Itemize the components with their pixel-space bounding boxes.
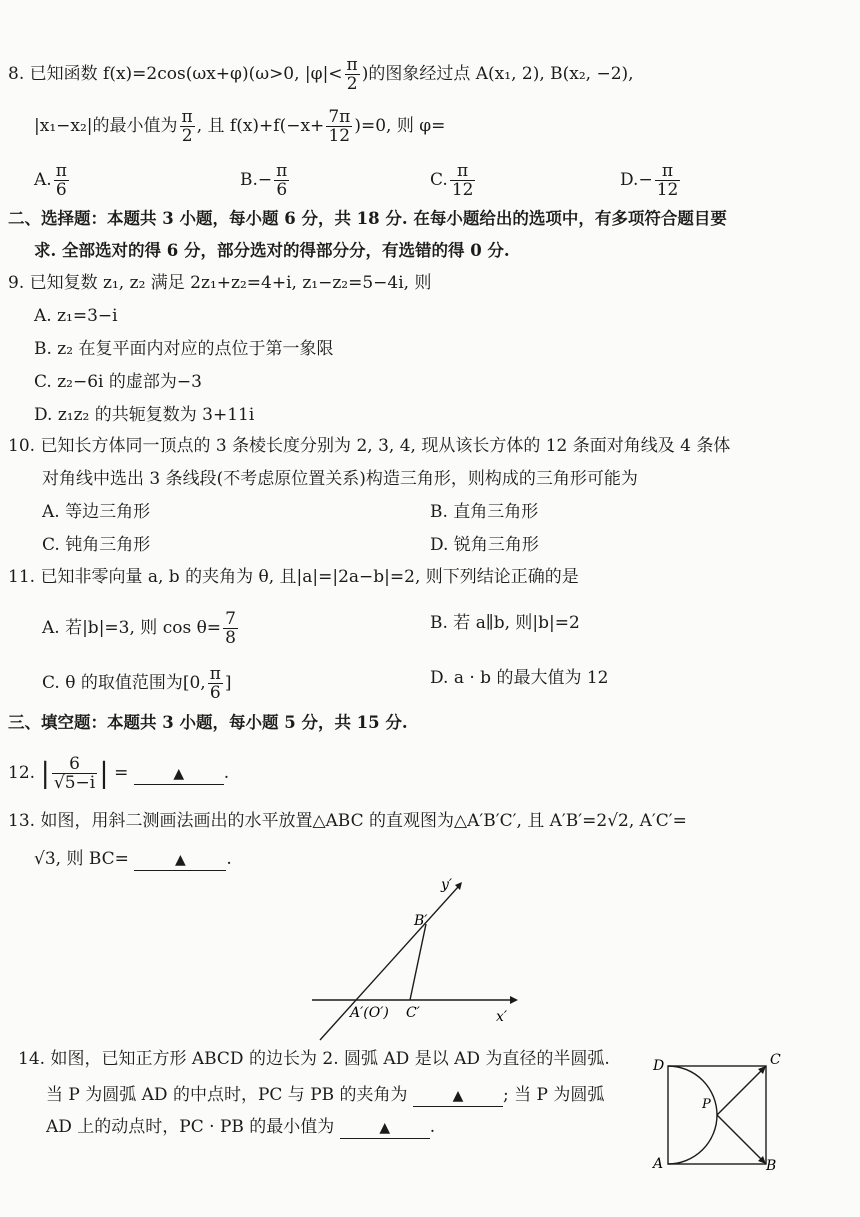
option-sign: − [257,170,273,190]
point-b-label: B′ [414,913,428,929]
x-axis-arrow-icon [510,996,518,1004]
q8-frac-min [180,108,195,145]
q13-oblique-figure [300,875,530,1045]
q11-option-a-text: A. 若|b|=3, 则 cos θ= [42,618,222,638]
q10-option-d: D. 锐角三角形 [430,535,539,555]
point-c-label: C′ [406,1005,420,1021]
triangle-icon: ▲ [379,1120,391,1136]
q8-option-a [34,162,71,199]
point-a-label: A′(O′) [350,1005,389,1021]
frac-den: 2 [181,126,193,146]
frac-num: π [55,161,67,181]
x-axis-label: x′ [496,1009,508,1025]
frac-den: 6 [276,180,288,200]
frac-den: 12 [328,126,351,146]
y-axis-label: y′ [441,877,453,893]
option-frac [655,162,681,199]
q14-stem-line1: 14. 如图，已知正方形 ABCD 的边长为 2. 圆弧 AD 是以 AD 为直径的半圆弧. [18,1049,610,1069]
q14-text-2b: ; 当 P 为圆弧 [502,1085,605,1105]
q14-square-figure [648,1046,788,1174]
option-letter: B. [240,170,258,190]
frac-num: π [181,107,193,127]
segment-bc [410,924,426,1000]
q10-option-a: A. 等边三角形 [42,502,151,522]
q8-text-2b: , 且 f(x)+f(−x+ [196,116,325,136]
q9-stem: 9. 已知复数 z₁, z₂ 满足 2z₁+z₂=4+i, z₁−z₂=5−4i, 则 [8,273,432,293]
frac-den: 6 [209,683,221,703]
option-frac [274,162,289,199]
q12-number: 12. [8,763,36,783]
point-p-label: P [702,1097,711,1112]
q12-abs-close: | [99,756,109,790]
section2-heading-line2: 求. 全部选对的得 6 分，部分选对的得部分分，有选错的得 0 分. [34,241,510,260]
frac-num: π [655,162,681,181]
q13-end: . [226,849,232,869]
frac-num: π [346,55,358,75]
triangle-icon: ▲ [452,1088,464,1104]
option-letter: D. [620,170,639,190]
q9-option-a: A. z₁=3−i [34,306,118,326]
q8-text-1b: )的图象经过点 A(x₁, 2), B(x₂, −2), [361,64,634,84]
q8-text-2a: |x₁−x₂|的最小值为 [34,116,178,136]
q14-answer-blank-2[interactable] [340,1117,430,1139]
section3-heading: 三、填空题：本题共 3 小题，每小题 5 分，共 15 分. [8,713,408,732]
segment-pc [717,1066,766,1115]
q11-frac-7-8 [223,610,238,647]
q8-option-d [620,162,682,199]
q14-text-3a: AD 上的动点时，PC · PB 的最小值为 [46,1117,335,1137]
segment-pb [717,1115,766,1164]
frac-num: π [276,161,288,181]
q8-line2 [34,108,445,145]
frac-num: π [209,664,221,684]
frac-den: 12 [656,180,679,200]
triangle-icon: ▲ [174,852,186,868]
triangle-icon: ▲ [173,766,185,782]
section2-heading-line1: 二、选择题：本题共 3 小题，每小题 6 分，共 18 分. 在每小题给出的选项中，有多项符合题目要 [8,209,727,228]
q11-stem: 11. 已知非零向量 a, b 的夹角为 θ, 且|a|=|2a−b|=2, 则下列结论正确的是 [8,567,579,587]
point-b-label: B [766,1158,777,1174]
point-d-label: D [653,1058,665,1074]
frac-den: 12 [451,180,474,200]
frac-den: √5−i [53,773,96,793]
frac-den: 2 [346,74,358,94]
q8-line1 [8,56,634,93]
q14-stem-line3 [46,1114,435,1140]
q13-text: √3, 则 BC= [34,849,129,869]
q9-option-d: D. z₁z₂ 的共轭复数为 3+11i [34,405,255,425]
q14-end: . [429,1117,436,1137]
point-a-label: A [653,1156,664,1172]
q8-option-b [240,162,291,199]
q10-stem-line2: 对角线中选出 3 条线段(不考虑原位置关系)构造三角形，则构成的三角形可能为 [42,469,638,489]
q10-option-c: C. 钝角三角形 [42,535,151,555]
q14-answer-blank-1[interactable] [413,1085,503,1107]
q8-text-2c: )=0, 则 φ= [354,116,446,136]
option-sign: − [638,170,653,190]
frac-num: 7π [328,107,351,127]
q10-stem-line1: 10. 已知长方体同一顶点的 3 条棱长度分别为 2, 3, 4, 现从该长方体的 12 条面对角线及 4 条体 [8,436,731,456]
q9-option-c: C. z₂−6i 的虚部为−3 [34,372,202,392]
point-c-label: C [770,1052,781,1068]
q11-frac-pi-6 [208,665,223,702]
q10-option-b: B. 直角三角形 [430,502,539,522]
frac-num: 7 [225,609,236,629]
q12-line [8,755,229,792]
q8-text-1a: 8. 已知函数 f(x)=2cos(ωx+φ)(ω>0, |φ|< [8,64,343,84]
option-letter: C. [430,170,448,190]
q12-equals: = [114,763,129,783]
option-frac [450,162,476,199]
q14-stem-line2 [46,1082,604,1108]
q13-answer-blank[interactable] [134,849,226,871]
frac-num: π [450,162,476,181]
q11-option-c-bracket: ] [224,673,232,693]
q11-option-c-text: C. θ 的取值范围为[0, [42,673,206,693]
frac-den: 8 [225,628,236,648]
q13-stem-line1: 13. 如图，用斜二测画法画出的水平放置△ABC 的直观图为△A′B′C′, 且 A′B′=2√2, A′C′= [8,811,687,831]
option-letter: A. [34,170,52,190]
option-frac [54,162,69,199]
q11-option-d: D. a · b 的最大值为 12 [430,668,609,688]
semicircle-arc-ad [668,1066,717,1164]
q13-stem-line2 [34,846,232,872]
q12-frac [52,755,97,792]
q11-option-b: B. 若 a∥b, 则|b|=2 [430,613,580,633]
q14-text-2a: 当 P 为圆弧 AD 的中点时，PC 与 PB 的夹角为 [46,1085,408,1105]
q9-option-b: B. z₂ 在复平面内对应的点位于第一象限 [34,339,334,359]
q11-option-c [42,665,232,702]
q12-abs-open: | [40,756,50,790]
q8-option-c [430,162,477,199]
q8-frac-pi-over-2 [345,56,360,93]
frac-den: 6 [55,180,67,200]
q12-end: . [223,763,230,783]
q12-answer-blank[interactable] [134,763,224,785]
q8-frac-7pi-12 [326,108,352,145]
y-axis [320,887,458,1040]
q11-option-a [42,610,240,647]
frac-num: 6 [52,755,97,774]
